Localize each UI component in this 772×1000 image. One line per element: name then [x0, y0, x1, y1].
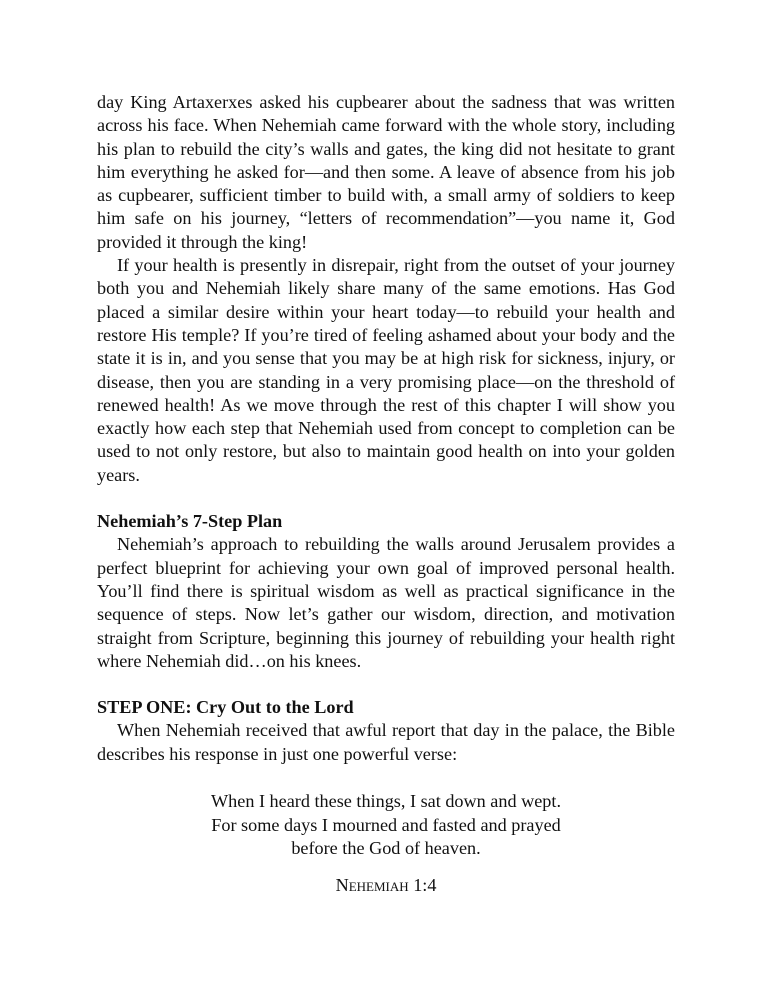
- citation-reference: 1:4: [413, 874, 437, 895]
- page-content: [97, 91, 675, 897]
- section-heading-step-one: STEP ONE: Cry Out to the Lord: [97, 697, 354, 718]
- quote-line: When I heard these things, I sat down and wept.: [210, 791, 561, 812]
- paragraph-7-step-plan: Nehemiah’s approach to rebuilding the walls around Jerusalem provides a perfect blueprint for achieving your own goal of improved personal health. You’ll find there is spiritual wisdom as well as practical significance in the sequence of steps. Now let’s gather our wisdom, direction, and motivation straight from Scripture, beginning this journey of rebuilding your health right where Nehemiah did…on his knees.: [97, 534, 675, 671]
- citation-book: Nehemiah: [335, 874, 409, 895]
- paragraph-health-disrepair: If your health is presently in disrepair, right from the outset of your journey both you and Nehemiah likely share many of the same emotions. Has God placed a similar desire within your heart today—to rebuild your health and restore His temple? If you’re tired of feeling ashamed about your body and the state it is in, and you sense that you may be at high risk for sickness, injury, or disease, then you are standing in a very promising place—on the threshold of renewed health! As we move through the rest of this chapter I will show you exactly how each step that Nehemiah used from concept to completion can be used to not only restore, but also to maintain good health on into your golden years.: [97, 255, 675, 485]
- scripture-quote: [97, 790, 675, 861]
- quote-line: before the God of heaven.: [291, 838, 481, 859]
- paragraph-continuation: day King Artaxerxes asked his cupbearer about the sadness that was written across his face. When Nehemiah came forward with the whole story, including his plan to rebuild the city’s walls and gates, the king did not hesitate to grant him everything he asked for—and then some. A leave of absence from his job as cupbearer, sufficient timber to build with, a small army of soldiers to keep him safe on his journey, “letters of recommendation”—you name it, God provided it through the king!: [97, 92, 675, 252]
- section-heading-7-step-plan: Nehemiah’s 7-Step Plan: [97, 511, 283, 532]
- section-spacer: [97, 673, 675, 696]
- quote-line: For some days I mourned and fasted and prayed: [211, 814, 561, 835]
- section-spacer: [97, 487, 675, 510]
- paragraph-step-one: When Nehemiah received that awful report that day in the palace, the Bible describes his response in just one powerful verse:: [97, 720, 675, 764]
- scripture-citation: [97, 874, 675, 897]
